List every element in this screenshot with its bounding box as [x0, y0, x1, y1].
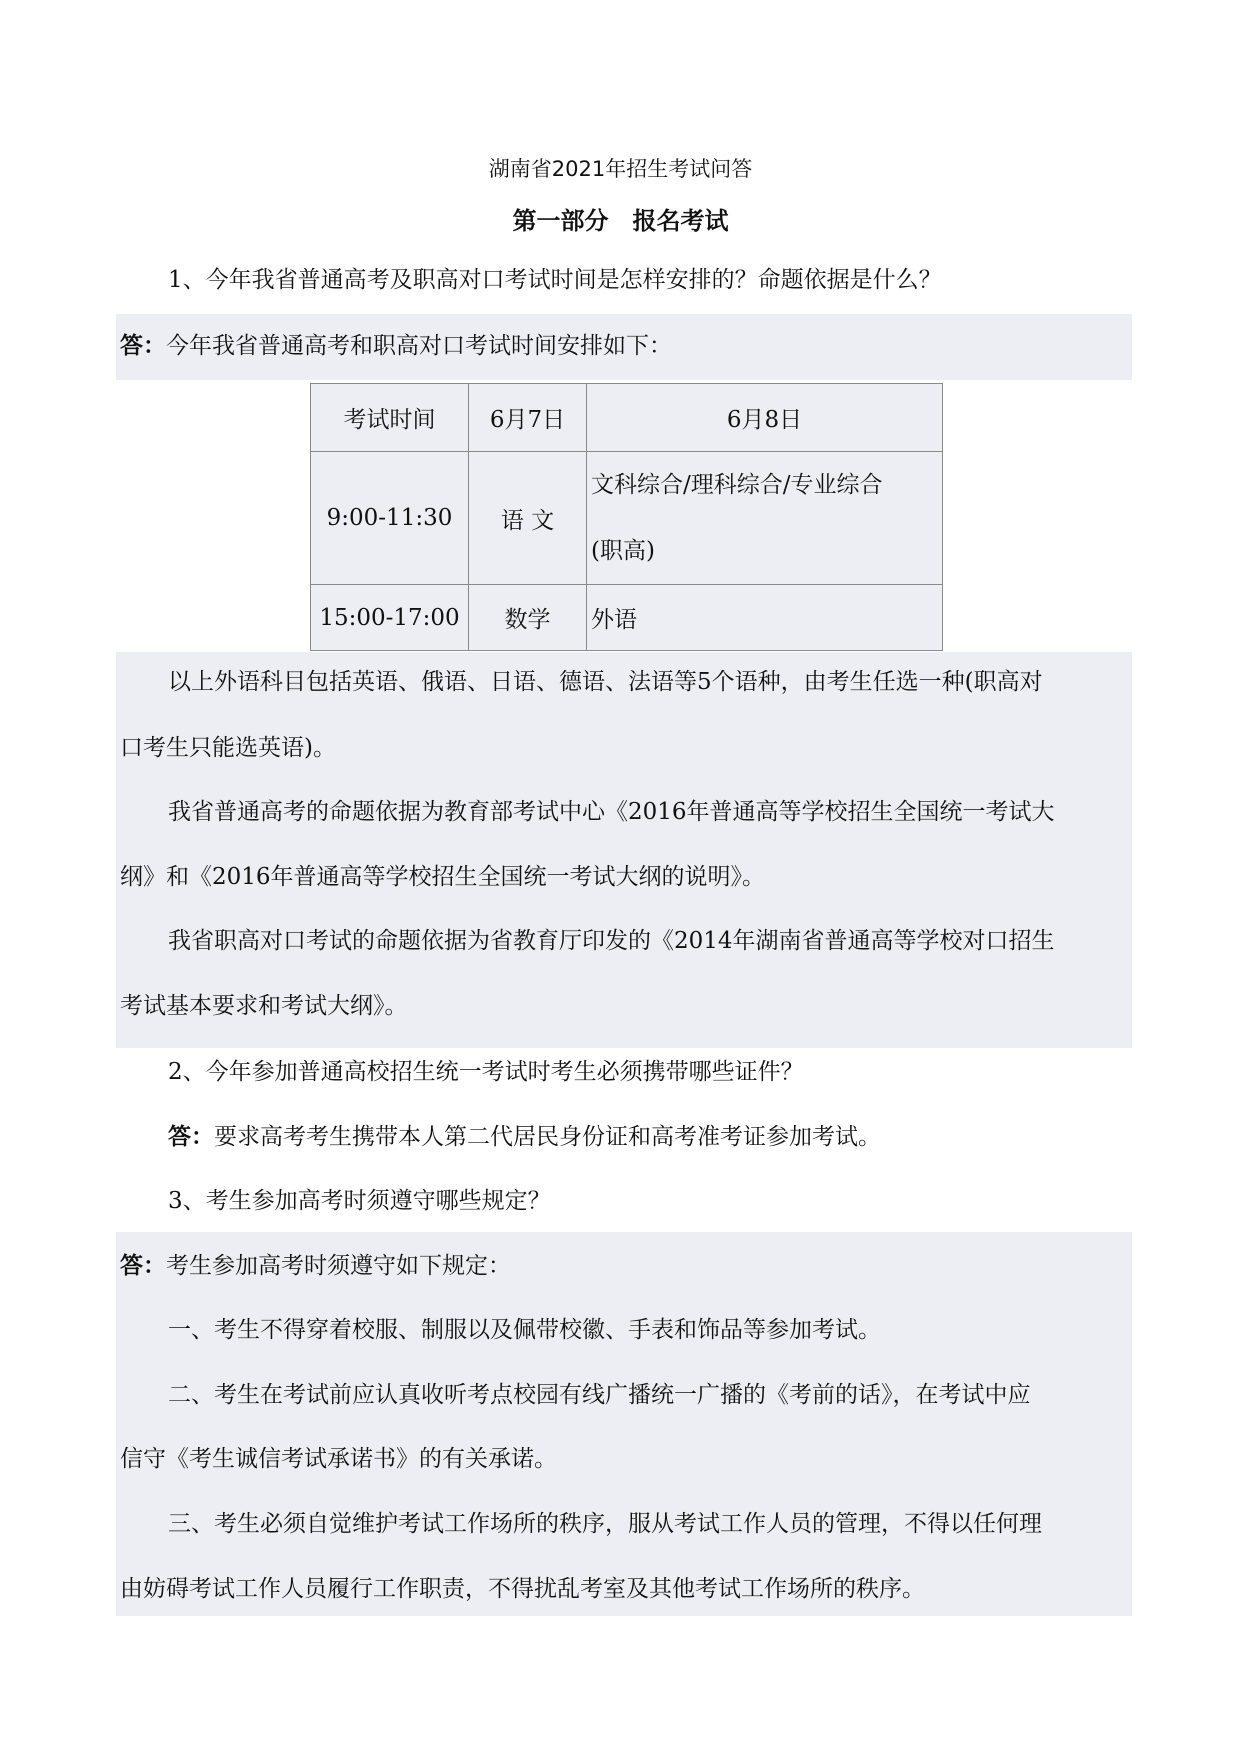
answer-2 [168, 1122, 881, 1152]
question-2: 2、今年参加普通高校招生统一考试时考生必须携带哪些证件？ [168, 1059, 804, 1085]
rule-2-line-1: 二、考生在考试前应认真收听考点校园有线广播统一广播的《考前的话》，在考试中应 [168, 1382, 1031, 1408]
table-cell-time: 15:00-17:00 [311, 585, 469, 651]
rule-2-line-2: 信守《考生诚信考试承诺书》的有关承诺。 [120, 1446, 557, 1472]
table-row [311, 452, 943, 585]
answer-1-intro [120, 331, 672, 361]
table-header-cell: 6月8日 [587, 384, 943, 452]
answer-3-intro-text: 考生参加高考时须遵守如下规定： [166, 1253, 511, 1279]
question-3: 3、考生参加高考时须遵守哪些规定？ [168, 1188, 551, 1214]
rule-1: 一、考生不得穿着校服、制服以及佩带校徽、手表和饰品等参加考试。 [168, 1317, 881, 1343]
table-header-row [311, 384, 943, 452]
table-cell-day2 [587, 452, 943, 585]
table-header-cell: 6月7日 [469, 384, 587, 452]
table-header-cell: 考试时间 [311, 384, 469, 452]
table-row [311, 585, 943, 651]
rule-3-line-1: 三、考生必须自觉维护考试工作场所的秩序，服从考试工作人员的管理，不得以任何理 [168, 1511, 1042, 1537]
part-title: 第一部分 报名考试 [512, 207, 729, 235]
table-cell-day2-line2: (职高) [591, 538, 655, 564]
answer-3-intro [120, 1251, 511, 1281]
answer-label: 答： [120, 1253, 166, 1279]
answer-1-intro-text: 今年我省普通高考和职高对口考试时间安排如下： [166, 333, 672, 359]
answer-label: 答： [168, 1124, 214, 1150]
table-cell-day2: 外语 [587, 585, 943, 651]
exam-schedule-table [310, 383, 943, 651]
answer-1-para-2-line-2: 纲》和《2016年普通高等学校招生全国统一考试大纲的说明》。 [120, 864, 766, 890]
answer-shade-q3 [116, 1232, 1132, 1616]
answer-1-para-1-line-1: 以上外语科目包括英语、俄语、日语、德语、法语等5个语种，由考生任选一种(职高对 [168, 669, 1043, 695]
answer-shade-q1-body [116, 652, 1132, 1048]
question-1: 1、今年我省普通高考及职高对口考试时间是怎样安排的？命题依据是什么？ [168, 267, 942, 293]
table-cell-day1: 数学 [469, 585, 587, 651]
table-cell-day2-line1: 文科综合/理科综合/专业综合 [591, 472, 883, 498]
answer-1-para-3-line-2: 考试基本要求和考试大纲》。 [120, 993, 408, 1019]
document-title: 湖南省2021年招生考试问答 [488, 157, 753, 181]
answer-1-para-1-line-2: 口考生只能选英语)。 [120, 735, 336, 761]
answer-1-para-2-line-1: 我省普通高考的命题依据为教育部考试中心《2016年普通高等学校招生全国统一考试大 [168, 799, 1055, 825]
table-cell-time: 9:00-11:30 [311, 452, 469, 585]
table-cell-day1: 语 文 [469, 452, 587, 585]
rule-3-line-2: 由妨碍考试工作人员履行工作职责，不得扰乱考室及其他考试工作场所的秩序。 [120, 1576, 925, 1602]
answer-label: 答： [120, 333, 166, 359]
answer-1-para-3-line-1: 我省职高对口考试的命题依据为省教育厅印发的《2014年湖南省普通高等学校对口招生 [168, 928, 1055, 954]
answer-2-text: 要求高考考生携带本人第二代居民身份证和高考准考证参加考试。 [214, 1124, 881, 1150]
